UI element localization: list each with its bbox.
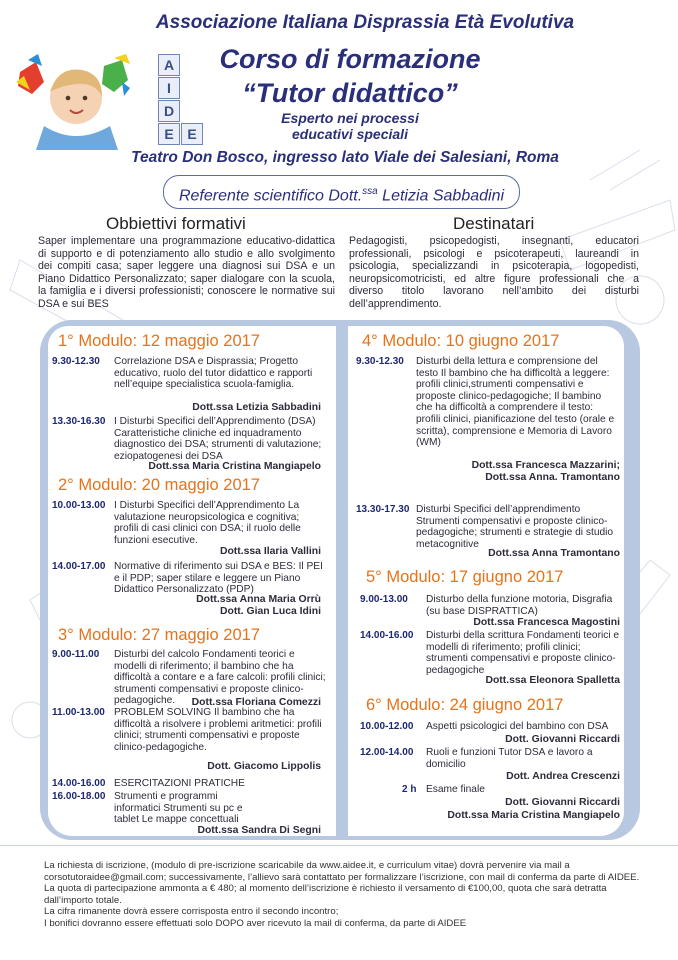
module-5-session-1-desc: Disturbo della funzione motoria, Disgrafia (su base DISPRATTICA) xyxy=(426,594,613,617)
module-4-session-2-teacher: Dott.ssa Anna Tramontano xyxy=(488,548,620,559)
module-1-session-2-teacher: Dott.ssa Maria Cristina Mangiapelo xyxy=(148,461,321,472)
module-2-session-2-teacher-1: Dott.ssa Anna Maria Orrù xyxy=(196,594,321,605)
registration-line-3: I bonifici dovranno essere effettuati solo DOPO aver ricevuto la mail di conferma, da parte di AIDEE xyxy=(44,917,467,929)
module-5-session-1-teacher: Dott.ssa Francesca Magostini xyxy=(473,617,620,628)
module-6-title: 6° Modulo: 24 giugno 2017 xyxy=(366,696,564,714)
subtitle-line-1: Esperto nei processi xyxy=(281,110,419,126)
module-1-session-2-desc: I Disturbi Specifici dell’Apprendimento (DSA) Caratteristiche cliniche ed inquadramento diagnostico dei DSA; strumenti di valutazione; eziopatogenesi dei DSA xyxy=(114,416,322,462)
block-e2: E xyxy=(181,123,203,145)
module-3-session-4-teacher: Dott.ssa Sandra Di Segni xyxy=(197,825,321,836)
module-6-session-3-desc: Esame finale xyxy=(426,784,485,795)
module-5-session-2-teacher: Dott.ssa Eleonora Spalletta xyxy=(485,675,620,686)
module-6-session-3-teacher-2: Dott.ssa Maria Cristina Mangiapelo xyxy=(447,810,620,821)
block-d: D xyxy=(158,100,180,122)
objectives-text: Saper implementare una programmazione educativo-didattica di supporto e di potenziamento allo studio e allo svolgimento dei compiti casa; saper leggere una diagnosi sui DSA e un Piano Didattico Personalizzato; saper dialogare con la scuola, la famiglia e i diversi professionisti; conoscere le normative sui DSA e sui BES xyxy=(38,235,335,310)
registration-text: La richiesta di iscrizione, (modulo di pre-iscrizione scaricabile da www.aidee.it, e curriculum vitae) dovrà pervenire via mail a corsotutoraidee@gmail.com; successivamente, l’allievo sarà contattato per formalizzare l’iscrizione, con mail di conferma da parte di AIDEE. La quota di partecipazione ammonta a € 480; al momento dell’iscrizione è richiesto il versamento di €100,00, quota che sarà detratta dall’importo totale. xyxy=(44,860,640,906)
module-3-session-1-teacher: Dott.ssa Floriana Comezzi xyxy=(191,697,321,708)
module-6-session-3-teacher-1: Dott. Giovanni Riccardi xyxy=(505,797,620,808)
module-3-title: 3° Modulo: 27 maggio 2017 xyxy=(58,626,260,644)
child-with-painted-hands-icon xyxy=(14,52,132,150)
recipients-title: Destinatari xyxy=(453,214,535,233)
venue: Teatro Don Bosco, ingresso lato Viale dei Salesiani, Roma xyxy=(131,149,559,166)
module-2-session-1-teacher: Dott.ssa Ilaria Vallini xyxy=(219,546,321,557)
organization-name: Associazione Italiana Disprassia Età Evolutiva xyxy=(155,12,575,33)
module-4-session-1-time: 9.30-12.30 xyxy=(356,356,404,367)
subtitle-line-2: educativi speciali xyxy=(292,126,408,142)
objectives-title: Obbiettivi formativi xyxy=(106,214,246,233)
aidee-logo xyxy=(14,52,204,152)
referent-title-sup: ssa xyxy=(362,186,378,197)
module-2-title: 2° Modulo: 20 maggio 2017 xyxy=(58,476,260,494)
referent-name: Letizia Sabbadini xyxy=(377,187,505,205)
module-1-session-1-desc: Correlazione DSA e Disprassia; Progetto educativo, ruolo del tutor didattico e rapporti nell’equipe specialistica scuola-famiglia. xyxy=(114,356,313,391)
module-4-title: 4° Modulo: 10 giugno 2017 xyxy=(362,332,560,350)
course-heading: Corso di formazione xyxy=(219,44,481,74)
module-2-session-1-desc: I Disturbi Specifici dell’Apprendimento La valutazione neuropsicologica e cognitiva; profili di casi clinici con DSA; il ruolo delle funzioni esecutive. xyxy=(114,500,301,546)
module-4-session-1-teacher-1: Dott.ssa Francesca Mazzarini; xyxy=(471,460,620,471)
module-3-session-3-time: 14.00-16.00 xyxy=(52,778,106,789)
module-6-session-3-time: 2 h xyxy=(402,784,417,795)
course-title: “Tutor didattico” xyxy=(242,78,458,108)
module-6-session-1-desc: Aspetti psicologici del bambino con DSA xyxy=(426,721,609,732)
module-5-session-2-desc: Disturbi della scrittura Fondamenti teorici e modelli di riferimento; profili clinici; strumenti compensativi e proposte clinico-pedagogiche xyxy=(426,630,620,676)
module-4-session-1-desc: Disturbi della lettura e comprensione del testo Il bambino che ha difficoltà a leggere: profili clinici,strumenti compensativi e proposte clinico-pedagogiche; Il bambino che ha difficoltà a comprendere il testo: profili clinici, pianificazione del testo (orale e scritta), comprensione e Memoria di Lavoro (WM) xyxy=(416,356,615,449)
module-1-session-2-time: 13.30-16.30 xyxy=(52,416,106,427)
block-i: I xyxy=(158,77,180,99)
module-5-session-2-time: 14.00-16.00 xyxy=(360,630,414,641)
module-6-session-2-time: 12.00-14.00 xyxy=(360,747,414,758)
module-6-session-2-teacher: Dott. Andrea Crescenzi xyxy=(506,771,620,782)
referent-prefix: Referente scientifico Dott. xyxy=(178,187,363,205)
course-subtitle xyxy=(250,110,450,142)
module-3-session-2-teacher: Dott. Giacomo Lippolis xyxy=(207,761,321,772)
module-6-session-1-teacher: Dott. Giovanni Riccardi xyxy=(505,734,620,745)
module-6-session-2-desc: Ruoli e funzioni Tutor DSA e lavoro a domicilio xyxy=(426,747,593,770)
letter-blocks xyxy=(132,52,204,152)
module-3-session-2-desc: PROBLEM SOLVING Il bambino che ha difficoltà a risolvere i problemi aritmetici: profili clinici; strumenti compensativi e proposte clinico-pedagogiche. xyxy=(114,707,322,753)
block-a: A xyxy=(158,54,180,76)
module-2-session-2-desc: Normative di riferimento sui DSA e BES: Il PEI e il PDP; saper stilare e leggere un Piano Didattico Personalizzato (PDP) xyxy=(114,561,323,596)
module-2-session-2-time: 14.00-17.00 xyxy=(52,561,106,572)
module-3-session-3-desc: ESERCITAZIONI PRATICHE xyxy=(114,778,245,789)
module-4-session-1-teacher-2: Dott.ssa Anna. Tramontano xyxy=(485,472,620,483)
module-6-session-1-time: 10.00-12.00 xyxy=(360,721,414,732)
module-3-session-1-desc: Disturbi del calcolo Fondamenti teorici e modelli di riferimento; il bambino che ha difficoltà a contare e a fare calcoli: profili clinici; strumenti compensativi e proposte clinico-pedagogiche. xyxy=(114,649,326,707)
module-3-session-4-time: 16.00-18.00 xyxy=(52,791,106,802)
footer-separator xyxy=(0,845,678,846)
module-2-session-2-teacher-2: Dott. Gian Luca Idini xyxy=(219,606,321,617)
registration-line-2: La cifra rimanente dovrà essere corrisposta entro il secondo incontro; xyxy=(44,906,339,918)
scientific-referent xyxy=(163,175,520,209)
module-5-session-1-time: 9.00-13.00 xyxy=(360,594,408,605)
module-1-title: 1° Modulo: 12 maggio 2017 xyxy=(58,332,260,350)
recipients-text: Pedagogisti, psicopedogisti, insegnanti, educatori professionali, psicologi e psicoterapeuti, laureandi in psicologia, specializzandi in psicoterapia, logopedisti, neuropsicomotricisti, ed altre figure professionali che a diverso titolo lavorano nell’ambito dei disturbi dell’apprendimento. xyxy=(349,235,639,310)
module-2-session-1-time: 10.00-13.00 xyxy=(52,500,106,511)
block-e1: E xyxy=(158,123,180,145)
registration-info xyxy=(44,860,644,930)
module-4-session-2-desc: Disturbi Specifici dell’apprendimento Strumenti compensativi e proposte clinico-pedagogiche; strumenti e strategie di studio metacognitive xyxy=(416,504,614,550)
module-3-session-2-time: 11.00-13.00 xyxy=(52,707,105,718)
module-5-title: 5° Modulo: 17 giugno 2017 xyxy=(366,568,564,586)
module-3-session-1-time: 9.00-11.00 xyxy=(52,649,100,660)
module-3-session-4-desc: Strumenti e programmi informatici Strumenti su pc e tablet Le mappe concettuali xyxy=(114,791,243,826)
module-1-session-1-teacher: Dott.ssa Letizia Sabbadini xyxy=(192,402,321,413)
module-1-session-1-time: 9.30-12.30 xyxy=(52,356,100,367)
module-4-session-2-time: 13.30-17.30 xyxy=(356,504,410,515)
